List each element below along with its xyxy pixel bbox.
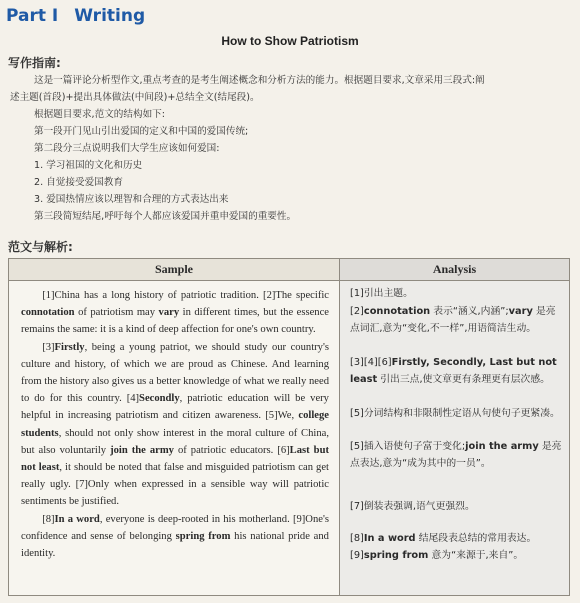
highlighted-phrase: vary	[508, 306, 533, 317]
highlighted-phrase: connotation	[363, 306, 431, 317]
sample-column	[9, 259, 340, 595]
highlighted-phrase: join the army	[465, 441, 539, 452]
guide-line: 这是一篇评论分析型作文,重点考查的是考生阐述概念和分析方法的能力。根据题目要求,文章采用三段式:阐	[34, 75, 485, 86]
guide-body	[10, 72, 570, 225]
part-heading	[6, 6, 145, 26]
part-label: Part I	[6, 6, 59, 26]
sample-column-header: Sample	[9, 259, 339, 281]
guide-list-item: 1. 学习祖国的文化和历史	[34, 160, 143, 171]
essay-title: How to Show Patriotism	[221, 34, 359, 48]
analysis-column-header: Analysis	[340, 259, 569, 281]
guide-line: 第三段简短结尾,呼吁每个人都应该爱国并重申爱国的重要性。	[34, 211, 297, 222]
guide-line: 第二段分三点说明我们大学生应该如何爱国:	[34, 143, 220, 154]
highlighted-phrase: In a word	[363, 533, 416, 544]
sample-paragraph: [3]Firstly, being a young patriot, we should study our country's culture and history, of which we are proud as Chinese. And learning from the history also gives us a better knowledge of what we really need to do for this country. [4]Secondly, patriotic education will be very helpful in increasing patriotism and citizen awareness. [5]We, college students, should not only show interest in the moral culture of China, but also voluntarily join the army of patriotic educators. [6]Last but not least, it should be noted that false and misguided patriotism can get really ugly. [7]Only when expressed in a sensible way will patriotic sentiments be justified.	[21, 341, 329, 508]
analysis-list	[340, 281, 569, 581]
analysis-note: [2]connotation 表示“涵义,内涵”;vary 是亮点词汇,意为“变化,不一样”,用语简洁生动。	[350, 306, 556, 334]
highlighted-phrase: Firstly, Secondly, Last but not least	[350, 357, 557, 385]
analysis-note: [7]倒装表强调,语气更强烈。	[350, 501, 475, 512]
analysis-note: [5]插入语使句子富于变化;join the army 是亮点表达,意为“成为其中的一员”。	[350, 441, 562, 469]
sample-text	[9, 281, 339, 562]
highlighted-phrase: connotation	[21, 307, 75, 319]
sample-paragraph: [1]China has a long history of patriotic tradition. [2]The specific connotation of patriotism may vary in different times, but the essence remains the same: it is a kind of deep affection for one's own country.	[21, 290, 329, 336]
highlighted-phrase: Last but not least	[21, 444, 329, 474]
guide-heading: 写作指南:	[8, 56, 61, 70]
analysis-column	[340, 259, 569, 595]
highlighted-phrase: join the army	[110, 444, 174, 456]
analysis-note: [1]引出主题。	[350, 288, 413, 299]
part-section: Writing	[74, 6, 146, 26]
analysis-note: [5]分词结构和非限制性定语从句使句子更紧凑。	[350, 408, 560, 419]
highlighted-phrase: In a word	[54, 513, 100, 525]
analysis-note: [8]In a word 结尾段表总结的常用表达。	[350, 533, 537, 544]
highlighted-phrase: Secondly	[139, 393, 180, 405]
sample-paragraph: [8]In a word, everyone is deep-rooted in his motherland. [9]One's confidence and sense of belonging spring from his national pride and identity.	[21, 513, 329, 560]
highlighted-phrase: Firstly	[54, 341, 85, 353]
highlighted-phrase: college students	[21, 410, 329, 439]
highlighted-phrase: vary	[158, 307, 180, 319]
guide-line: 第一段开门见山引出爱国的定义和中国的爱国传统;	[34, 126, 249, 137]
sample-analysis-table	[8, 258, 570, 596]
highlighted-phrase: spring from	[175, 530, 231, 542]
guide-line: 述主题(首段)+提出具体做法(中间段)+总结全文(结尾段)。	[10, 92, 260, 103]
sample-heading: 范文与解析:	[8, 240, 73, 254]
guide-list-item: 3. 爱国热情应该以理智和合理的方式表达出来	[34, 194, 229, 205]
analysis-note: [9]spring from 意为“来源于,来自”。	[350, 550, 524, 561]
highlighted-phrase: spring from	[363, 550, 429, 561]
guide-list-item: 2. 自觉接受爱国教育	[34, 177, 123, 188]
guide-line: 根据题目要求,范文的结构如下:	[34, 109, 166, 120]
analysis-note: [3][4][6]Firstly, Secondly, Last but not least 引出三点,使文章更有条理更有层次感。	[350, 357, 557, 385]
